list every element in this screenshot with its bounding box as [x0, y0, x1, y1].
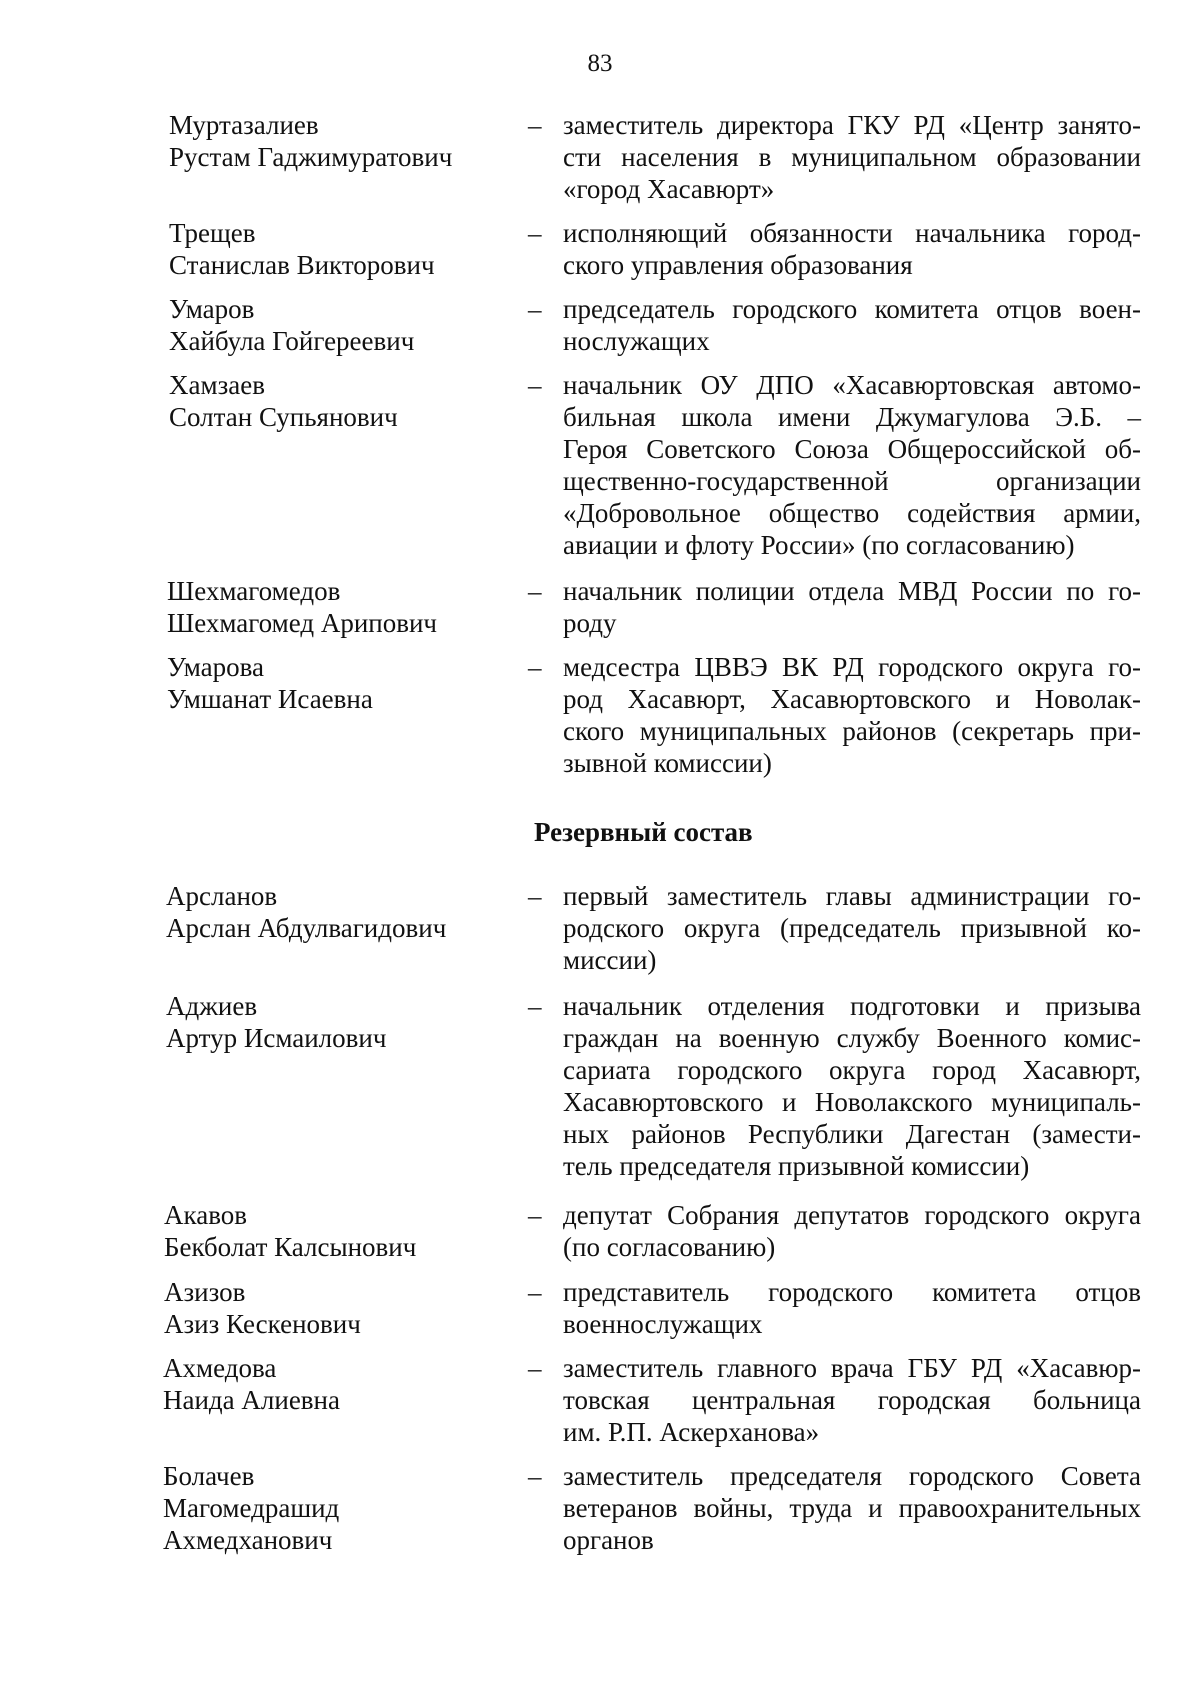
- member-dash: –: [528, 652, 542, 682]
- member-given-name: Наида Алиевна: [163, 1385, 340, 1415]
- member-dash: –: [528, 576, 542, 606]
- member-name: [164, 1199, 504, 1263]
- member-given-name: Умшанат Исаевна: [167, 684, 373, 714]
- member-dash: –: [528, 294, 542, 324]
- member-surname: Азизов: [164, 1277, 246, 1307]
- member-surname: Шехмагомедов: [167, 576, 341, 606]
- member-given-name: Артур Исмаилович: [166, 1023, 387, 1053]
- member-dash: –: [528, 1277, 542, 1307]
- member-description: заместитель председателя городского Совета ветеранов войны, труда и правоохранительных органов: [563, 1461, 1141, 1555]
- member-name: [166, 990, 506, 1054]
- member-description: начальник ОУ ДПО «Хасавюртовская автомо- бильная школа имени Джумагулова Э.Б. – Героя Советского Союза Общероссийской об- щественно-государственной организации «Добровольное общество содействия армии, авиации и флоту России» (по согласованию): [563, 370, 1141, 560]
- member-patronymic: Ахмедханович: [163, 1525, 333, 1555]
- member-name: [163, 1352, 503, 1416]
- member-name: [169, 293, 509, 357]
- member-description: исполняющий обязанности начальника город- ского управления образования: [563, 218, 1141, 280]
- member-description: заместитель главного врача ГБУ РД «Хасавюр- товская центральная городская больница им. Р.П. Аскерханова»: [563, 1353, 1141, 1447]
- member-name: [167, 575, 507, 639]
- member-name: [169, 369, 509, 433]
- member-description: депутат Собрания депутатов городского округа (по согласованию): [563, 1200, 1141, 1262]
- member-dash: –: [528, 881, 542, 911]
- member-description: начальник полиции отдела МВД России по го- роду: [563, 576, 1141, 638]
- member-surname: Акавов: [164, 1200, 248, 1230]
- member-surname: Умаров: [169, 294, 255, 324]
- member-dash: –: [528, 370, 542, 400]
- member-surname: Аджиев: [166, 991, 258, 1021]
- member-given-name: Азиз Кескенович: [164, 1309, 361, 1339]
- member-surname: Умарова: [167, 652, 265, 682]
- member-given-name: Рустам Гаджимуратович: [169, 142, 453, 172]
- member-surname: Арсланов: [166, 881, 278, 911]
- member-dash: –: [528, 1200, 542, 1230]
- member-given-name: Бекболат Калсынович: [164, 1232, 417, 1262]
- member-name: [169, 217, 509, 281]
- member-dash: –: [528, 991, 542, 1021]
- section-title: Резервный состав: [534, 817, 753, 847]
- member-dash: –: [528, 1353, 542, 1383]
- member-given-name: Шехмагомед Арипович: [167, 608, 438, 638]
- member-description: представитель городского комитета отцов военнослужащих: [563, 1277, 1141, 1339]
- member-name: [164, 1276, 504, 1340]
- member-dash: –: [528, 218, 542, 248]
- member-given-name: Солтан Супьянович: [169, 402, 398, 432]
- member-surname: Хамзаев: [169, 370, 265, 400]
- member-name: [166, 880, 506, 944]
- member-surname: Трещев: [169, 218, 256, 248]
- member-description: председатель городского комитета отцов воен- нослужащих: [563, 294, 1141, 356]
- member-description: медсестра ЦВВЭ ВК РД городского округа го- род Хасавюрт, Хасавюртовского и Новолак- ского муниципальных районов (секретарь при- зывной комиссии): [563, 652, 1141, 778]
- member-name: [163, 1460, 503, 1556]
- member-given-name: Магомедрашид: [163, 1493, 340, 1523]
- member-given-name: Арслан Абдулвагидович: [166, 913, 447, 943]
- member-dash: –: [528, 1461, 542, 1491]
- member-name: [169, 109, 509, 173]
- member-given-name: Станислав Викторович: [169, 250, 435, 280]
- member-description: первый заместитель главы администрации го- родского округа (председатель призывной ко- миссии): [563, 881, 1141, 975]
- member-description: начальник отделения подготовки и призыва граждан на военную службу Военного комис- сариата городского округа город Хасавюрт, Хасавюртовского и Новолакского муниципаль- ных районов Республики Дагестан (замести- тель председателя призывной комиссии): [563, 991, 1141, 1181]
- member-surname: Муртазалиев: [169, 110, 319, 140]
- member-surname: Ахмедова: [163, 1353, 277, 1383]
- member-surname: Болачев: [163, 1461, 255, 1491]
- member-description: заместитель директора ГКУ РД «Центр занято- сти населения в муниципальном образовании «город Хасавюрт»: [563, 110, 1141, 204]
- page-number: 83: [587, 50, 613, 77]
- member-dash: –: [528, 110, 542, 140]
- member-given-name: Хайбула Гойгереевич: [169, 326, 415, 356]
- member-name: [167, 651, 507, 715]
